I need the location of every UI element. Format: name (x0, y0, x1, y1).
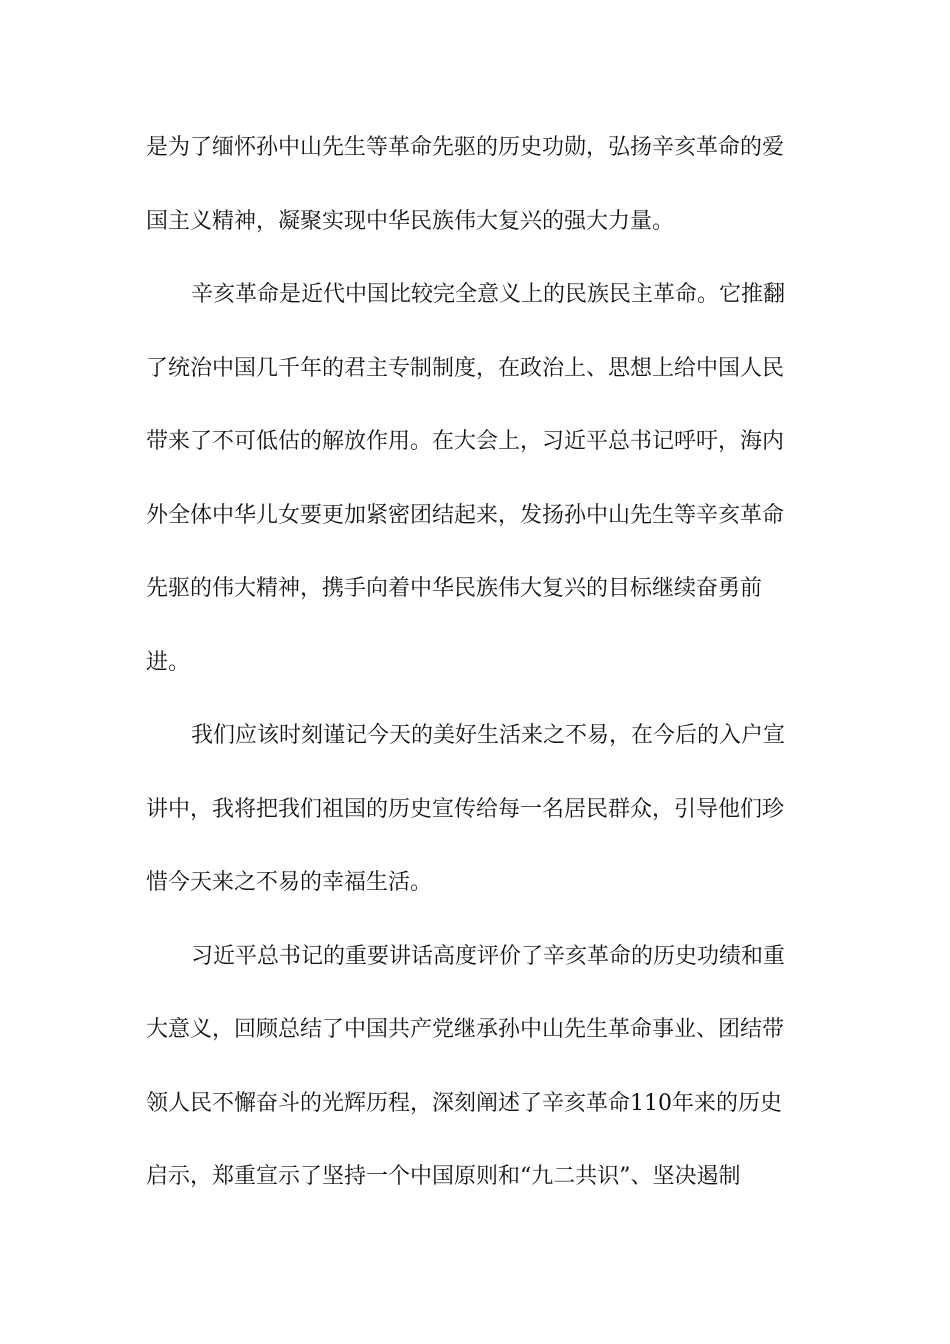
text-line: 带来了不可低估的解放作用。在大会上，习近平总书记呼吁，海内 (146, 429, 785, 454)
text-line: 了统治中国几千年的君主专制制度，在政治上、思想上给中国人民 (146, 355, 785, 381)
text-line: 惜今天来之不易的幸福生活。 (146, 870, 433, 895)
text-line: 是为了缅怀孙中山先生等革命先驱的历史功勋，弘扬辛亥革命的爱 (146, 135, 785, 160)
text-line: 外全体中华儿女要更加紧密团结起来，发扬孙中山先生等辛亥革命 (146, 502, 785, 528)
body-text (146, 128, 806, 1231)
text-line: 先驱的伟大精神，携手向着中华民族伟大复兴的目标继续奋勇前 (146, 576, 763, 601)
text-line: 启示，郑重宣示了坚持一个中国原则和“九二共识”、坚决遏制 (146, 1164, 741, 1189)
paragraph-start-line: 习近平总书记的重要讲话高度评价了辛亥革命的历史功绩和重 (191, 943, 786, 969)
text-line: 领人民不懈奋斗的光辉历程，深刻阐述了辛亥革命110年来的历史 (146, 1090, 782, 1116)
paragraph-start-line: 辛亥革命是近代中国比较完全意义上的民族民主革命。它推翻 (191, 282, 786, 307)
paragraph-start-line: 我们应该时刻谨记今天的美好生活来之不易，在今后的入户宣 (191, 723, 786, 748)
text-line: 大意义，回顾总结了中国共产党继承孙中山先生革命事业、团结带 (146, 1017, 785, 1042)
text-line: 进。 (146, 649, 191, 675)
text-line: 国主义精神，凝聚实现中华民族伟大复兴的强大力量。 (146, 208, 675, 234)
text-line: 讲中，我将把我们祖国的历史宣传给每一名居民群众，引导他们珍 (146, 796, 785, 822)
